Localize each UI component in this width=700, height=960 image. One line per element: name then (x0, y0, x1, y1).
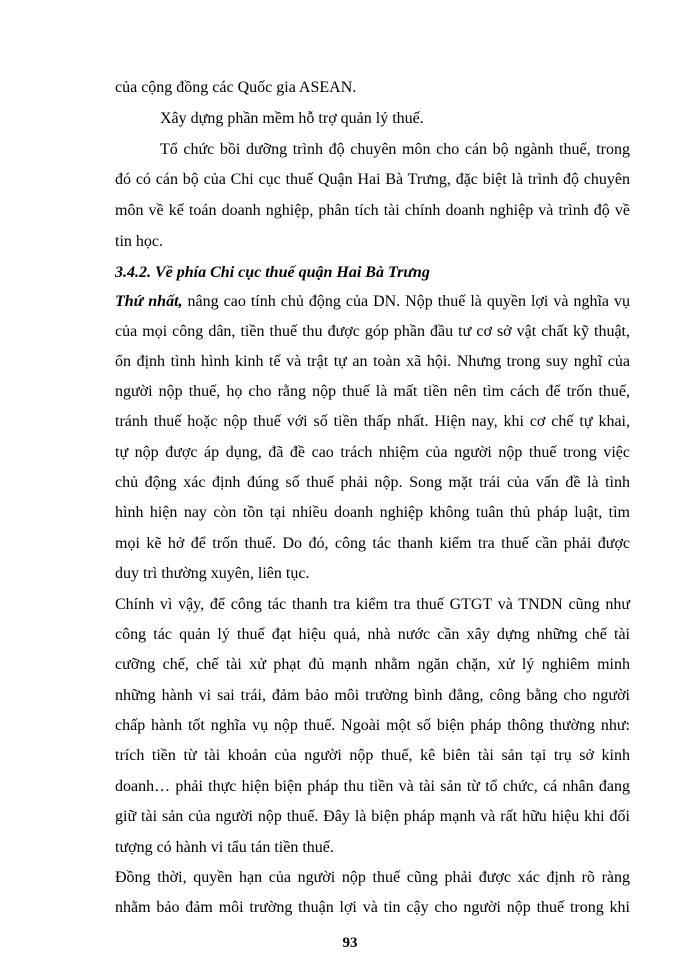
paragraph-line: doanh… phải thực hiện biện pháp thu tiền và tài sản từ tổ chức, cá nhân đang (115, 778, 630, 795)
paragraph-line: ổn định tình hình kinh tế và trật tự an toàn xã hội. Nhưng trong suy nghĩ của (115, 353, 630, 370)
section-heading: 3.4.2. Về phía Chi cục thuế quận Hai Bà Trưng (115, 264, 430, 281)
paragraph-line: hình hiện nay còn tồn tại nhiều doanh nghiệp không tuân thủ pháp luật, tìm (115, 504, 630, 521)
paragraph-line: của mọi công dân, tiền thuế thu được góp phần đầu tư cơ sở vật chất kỹ thuật, (115, 323, 630, 340)
paragraph-line: duy trì thường xuyên, liên tục. (115, 565, 310, 582)
intro-line: đó có cán bộ của Chi cục thuế Quận Hai Bà Trưng, đặc biệt là trình độ chuyên (115, 171, 630, 188)
paragraph-line: Chính vì vậy, để công tác thanh tra kiểm tra thuế GTGT và TNDN cũng như (115, 596, 630, 613)
paragraph-line: những hành vi sai trái, đảm bảo môi trường bình đẳng, công bằng cho người (115, 687, 630, 704)
paragraph-line: tượng có hành vi tẩu tán tiền thuế. (115, 839, 334, 856)
paragraph-line: tránh thuế hoặc nộp thuế với số tiền thấp nhất. Hiện nay, khi cơ chế tự khai, (115, 413, 630, 430)
paragraph-line: trích tiền từ tài khoản của người nộp thuế, kê biên tài sản tại trụ sở kinh (115, 747, 630, 764)
intro-line: Xây dựng phần mềm hỗ trợ quản lý thuế. (160, 110, 424, 127)
paragraph-line: mọi kẽ hở để trốn thuế. Do đó, công tác thanh kiểm tra thuế cần phải được (115, 535, 630, 552)
intro-line: của cộng đồng các Quốc gia ASEAN. (115, 79, 357, 96)
paragraph-line: nhằm bảo đảm môi trường thuận lợi và tin cậy cho người nộp thuế trong khi (115, 899, 630, 916)
paragraph-line (115, 291, 630, 313)
intro-line: môn về kế toán doanh nghiệp, phân tích tài chính doanh nghiệp và trình độ về (115, 202, 630, 219)
page-number: 93 (342, 935, 358, 951)
paragraph-line: người nộp thuế, họ cho rằng nộp thuế là mất tiền nên tìm cách để trốn thuế, (115, 383, 630, 400)
intro-line: Tổ chức bồi dưỡng trình độ chuyên môn cho cán bộ ngành thuế, trong (160, 141, 630, 158)
paragraph-line: Đồng thời, quyền hạn của người nộp thuế cũng phải được xác định rõ ràng (115, 869, 630, 886)
intro-line: tin học. (115, 233, 163, 250)
paragraph-line: tự nộp được áp dụng, đã đề cao trách nhiệm của người nộp thuế trong việc (115, 444, 630, 461)
paragraph-line: chấp hành tốt nghĩa vụ nộp thuế. Ngoài một số biện pháp thông thường như: (115, 717, 630, 734)
paragraph-line: công tác quản lý thuế đạt hiệu quả, nhà nước cần xây dựng những chế tài (115, 626, 630, 643)
lead-phrase: Thứ nhất, (115, 293, 183, 310)
paragraph-line: chủ động xác định đúng số thuế phải nộp. Song mặt trái của vấn đề là tình (115, 474, 630, 491)
paragraph-line: cưỡng chế, chế tài xử phạt đủ mạnh nhằm ngăn chặn, xử lý nghiêm minh (115, 656, 630, 673)
paragraph-text: nâng cao tính chủ động của DN. Nộp thuế là quyền lợi và nghĩa vụ (182, 293, 631, 310)
paragraph-line: giữ tài sản của người nộp thuế. Đây là biện pháp mạnh và rất hữu hiệu khi đối (115, 808, 630, 825)
